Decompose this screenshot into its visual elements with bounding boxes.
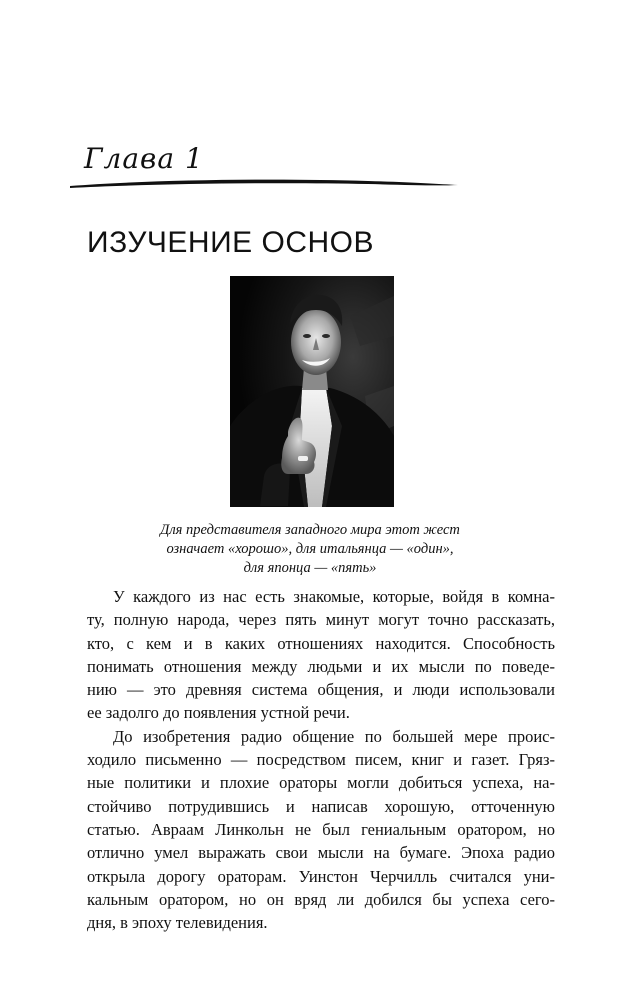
chapter-divider bbox=[68, 176, 460, 192]
chapter-label: Глава 1 bbox=[84, 142, 204, 175]
portrait-photo bbox=[230, 276, 394, 507]
caption-line: Для представителя западного мира этот жест bbox=[160, 522, 460, 538]
text-line: отлично умел выражать свои мысли на бумаге. Эпоха радио bbox=[87, 843, 555, 863]
text-line: кто, с кем и в каких отношениях находится. Способность bbox=[87, 633, 555, 653]
text-line: ходило письменно — посредством писем, книг и газет. Гряз- bbox=[87, 750, 555, 770]
text-line: У каждого из нас есть знакомые, которые, войдя в комна- bbox=[113, 587, 555, 606]
text-line: статью. Авраам Линкольн не был гениальным оратором, но bbox=[87, 819, 555, 839]
body-text bbox=[87, 585, 555, 934]
caption-line: означает «хорошо», для итальянца — «один», bbox=[166, 541, 454, 557]
text-line: дня, в эпоху телевидения. bbox=[87, 913, 268, 933]
text-line: ные политики и плохие ораторы могли добиться успеха, на- bbox=[87, 773, 555, 793]
photo-caption bbox=[100, 521, 520, 578]
text-line: ее задолго до появления устной речи. bbox=[87, 703, 350, 723]
paragraph bbox=[87, 585, 555, 725]
caption-line: для японца — «пять» bbox=[243, 560, 377, 576]
text-line: ту, полную народа, через пять минут могут точно рассказать, bbox=[87, 610, 555, 630]
text-line: нию — это древняя система общения, и люди использовали bbox=[87, 680, 555, 700]
text-line: открыла дорогу ораторам. Уинстон Черчилль считался уни- bbox=[87, 866, 555, 886]
text-line: стойчиво потрудившись и написав хорошую, отточенную bbox=[87, 796, 555, 816]
text-line: понимать отношения между людьми и их мысли по поведе- bbox=[87, 656, 555, 676]
paragraph bbox=[87, 725, 555, 935]
text-line: кальным оратором, но он вряд ли добился бы успеха сего- bbox=[87, 889, 555, 909]
chapter-title: ИЗУЧЕНИЕ ОСНОВ bbox=[87, 226, 374, 259]
text-line: До изобретения радио общение по большей мере проис- bbox=[113, 726, 555, 746]
